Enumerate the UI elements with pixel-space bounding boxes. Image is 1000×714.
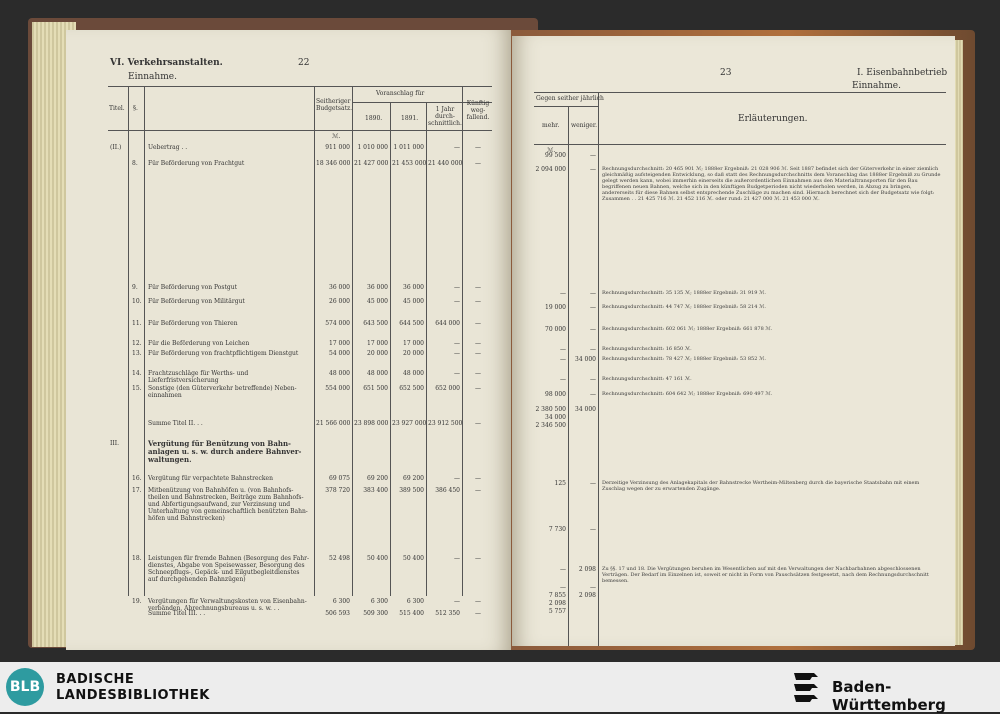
row-weniger: — (590, 391, 596, 398)
row-para: 9. (132, 284, 138, 291)
row-budget: 554 000 (325, 385, 350, 392)
row-mehr: 98 000 (545, 391, 566, 398)
row-weniger: 34 000 (575, 406, 596, 413)
row-weniger: 2 098 (578, 592, 596, 599)
row-budget: 54 000 (329, 350, 350, 357)
row-mehr: 99 500 (545, 152, 566, 159)
row-1890: 651 500 (363, 385, 388, 392)
page-number-right: 23 (720, 68, 732, 78)
row-future: — (475, 144, 481, 151)
row-para: 19. (132, 598, 142, 605)
row-1891: 50 400 (403, 555, 424, 562)
blb-name-line2: LANDESBIBLIOTHEK (56, 688, 210, 703)
row-mehr: — (560, 290, 566, 297)
header-weniger: weniger. (571, 122, 597, 129)
row-budget: 911 000 (325, 144, 350, 151)
row-text: Für Beförderung von Militärgut (148, 298, 245, 305)
header-erlaeuterungen: Erläuterungen. (738, 114, 808, 124)
row-future: — (475, 160, 481, 167)
row-mehr: 2 380 500 (535, 406, 566, 413)
row-weniger: — (590, 526, 596, 533)
blb-name-line1: BADISCHE (56, 672, 135, 687)
row-text: Sonstige (den Güterverkehr betreffende) Neben- einnahmen (148, 385, 297, 399)
row-mehr: 2 098 (548, 600, 566, 607)
row-para: 18. (132, 555, 142, 562)
row-1891: 45 000 (403, 298, 424, 305)
row-explanation: Rechnungsdurchschnitt: 78 427 ℳ; 1888er Ergebniß: 53 852 ℳ. (602, 356, 766, 362)
row-1891: 652 500 (399, 385, 424, 392)
row-explanation: Rechnungsdurchschnitt: 604 642 ℳ; 1888er Ergebniß: 690 497 ℳ. (602, 391, 773, 397)
right-page (512, 36, 955, 646)
row-1890: 50 400 (367, 555, 388, 562)
row-text: Für Beförderung von Postgut (148, 284, 237, 291)
row-1890: 643 500 (363, 320, 388, 327)
row-text: Frachtzuschläge für Werths- und Lieferfristversicherung (148, 370, 249, 384)
row-para: 16. (132, 475, 142, 482)
row-1891: 17 000 (403, 340, 424, 347)
row-1891: 20 000 (403, 350, 424, 357)
row-weniger: — (590, 326, 596, 333)
row-weniger: — (590, 152, 596, 159)
row-explanation: Rechnungsdurchschnitt: 20 465 901 ℳ; 1888er Ergebniß: 21 028 906 ℳ. Seit 1887 befindet sich der Güterverkehr in einer ziemlich gleichmäßig aufsteigenden Entwicklung, so daß statt des Rechnungsdurchschnitts dem Voranschlag das 1888er Ergebniß zu Grunde gelegt werden kann, wobei immerhin einerseits die außerordentlichen Einnahmen aus den Materialtransporten für den Bau begriffenen neuen Bahnen, welche sich in den künftigen Budgetperioden nicht wiederholen werden, in Abzug zu bringen, andererseits für diese Bahnen selbst entsprechende Zuschläge zu machen sind. Hiernach berechnet sich der Budgetsatz wie folgt: Zusammen . . 21 425 716 ℳ. 21 452 116 ℳ. oder rund: 21 427 000 ℳ. 21 453 000 ℳ. (602, 166, 941, 202)
row-explanation: Zu §§. 17 und 18. Die Vergütungen beruhen im Wesentlichen auf mit den Verwaltungen der Nachbarbahnen abgeschlossenen Verträgen. Der Bedarf im Einzelnen ist, soweit er nicht in Form von Pauschsätzen festgesetzt, nach dem Rechnungsdurchschnitt bemessen. (602, 566, 929, 584)
bw-name[interactable]: Baden-Württemberg (832, 678, 946, 714)
row-avg: — (454, 475, 460, 482)
row-text: Leistungen für fremde Bahnen (Besorgung des Fahr- dienstes, Abgabe von Speisewasser, Besorgung des Schneepflugs-, Gepäck- und Eilgutbegleitdienstes auf durchgehenden Bahnzügen) (148, 555, 310, 583)
row-mehr: 34 000 (545, 414, 566, 421)
row-future: — (475, 340, 481, 347)
row-weniger: — (590, 166, 596, 173)
header-1891: 1891. (401, 115, 419, 122)
row-explanation: Rechnungsdurchschnitt: 47 161 ℳ. (602, 376, 692, 382)
section-title-right: I. Eisenbahnbetrieb (857, 68, 948, 78)
row-mehr: 2 094 000 (535, 166, 566, 173)
row-explanation: Rechnungsdurchschnitt: 16 850 ℳ. (602, 346, 692, 352)
row-future: — (475, 555, 481, 562)
row-text: Für die Beförderung von Leichen (148, 340, 250, 347)
row-mehr: 19 000 (545, 304, 566, 311)
subsection-title-right: Einnahme. (852, 81, 901, 91)
row-future: — (475, 370, 481, 377)
row-budget: 36 000 (329, 284, 350, 291)
row-para: 17. (132, 487, 142, 494)
row-future: — (475, 298, 481, 305)
row-mehr: — (560, 376, 566, 383)
row-1891: 6 300 (406, 598, 424, 605)
header-mehr: mehr. (542, 122, 560, 129)
row-1890: 69 200 (367, 475, 388, 482)
row-future: — (475, 284, 481, 291)
row-avg: — (454, 340, 460, 347)
row-budget: 26 000 (329, 298, 350, 305)
row-budget: 52 498 (329, 555, 350, 562)
row-para: 11. (132, 320, 142, 327)
row-explanation: Rechnungsdurchschnitt: 44 747 ℳ; 1888er Ergebniß: 58 214 ℳ. (602, 304, 766, 310)
row-mehr: 70 000 (545, 326, 566, 333)
header-voranschlag: Voranschlag für (376, 90, 425, 97)
row-weniger: — (590, 480, 596, 487)
row-para: 10. (132, 298, 142, 305)
row-1891: 36 000 (403, 284, 424, 291)
row-weniger: 34 000 (575, 356, 596, 363)
row-1890: 20 000 (367, 350, 388, 357)
row-avg: 652 000 (435, 385, 460, 392)
row-budget: 506 593 (325, 610, 350, 617)
header-para: §. (133, 105, 138, 112)
row-1891: 48 000 (403, 370, 424, 377)
unit-label-right: ℳ. (547, 147, 556, 154)
row-future: — (475, 598, 481, 605)
footer-bar (0, 662, 1000, 712)
row-1891: 389 500 (399, 487, 424, 494)
row-mehr: — (560, 566, 566, 573)
row-budget: 6 300 (332, 598, 350, 605)
row-weniger: — (590, 346, 596, 353)
row-para: 12. (132, 340, 142, 347)
row-future: — (475, 475, 481, 482)
row-future: — (475, 420, 481, 427)
blb-name[interactable] (56, 672, 210, 704)
row-text: Uebertrag . . (148, 144, 188, 151)
header-1890: 1890. (365, 115, 383, 122)
row-explanation: Derzeitige Verzinsung des Anlagekapitals der Bahnstrecke Wertheim-Miltenberg durch die bayerische Staatsbahn mit einem Zuschlag wegen der zu erwartenden Zugänge. (602, 480, 920, 492)
header-budget: Seitheriger Budgetsatz. (316, 98, 353, 112)
row-1891: 515 400 (399, 610, 424, 617)
row-avg: — (454, 555, 460, 562)
row-1891: 21 453 000 (392, 160, 427, 167)
row-titel: (II.) (110, 144, 122, 151)
row-budget: 69 075 (329, 475, 350, 482)
row-future: — (475, 610, 481, 617)
header-kuenftig: Künftig weg- fallend. (466, 100, 490, 121)
row-1890: 36 000 (367, 284, 388, 291)
row-1890: 1 010 000 (357, 144, 388, 151)
row-1891: 23 927 000 (392, 420, 427, 427)
row-mehr: 7 730 (548, 526, 566, 533)
row-1891: 644 500 (399, 320, 424, 327)
row-budget: 574 000 (325, 320, 350, 327)
row-text: Für Beförderung von Frachtgut (148, 160, 245, 167)
header-titel: Titel. (109, 105, 125, 112)
row-text: Für Beförderung von Thieren (148, 320, 238, 327)
row-mehr: 7 855 (548, 592, 566, 599)
row-budget: 21 566 000 (316, 420, 351, 427)
row-mehr: 125 (554, 480, 566, 487)
row-avg: — (454, 144, 460, 151)
row-weniger: — (590, 584, 596, 591)
row-mehr: 2 346 500 (535, 422, 566, 429)
row-1891: 1 011 000 (393, 144, 424, 151)
row-1890: 6 300 (370, 598, 388, 605)
row-mehr: — (560, 356, 566, 363)
row-text: Summe Titel III. . . (148, 610, 206, 617)
row-avg: 386 450 (435, 487, 460, 494)
row-avg: 23 912 500 (428, 420, 463, 427)
row-1890: 383 400 (363, 487, 388, 494)
row-text: Summe Titel II. . . (148, 420, 203, 427)
blb-logo-icon[interactable]: BLB (6, 668, 44, 706)
row-future: — (475, 487, 481, 494)
row-weniger: — (590, 290, 596, 297)
row-weniger: — (590, 376, 596, 383)
row-text: Vergütung für verpachtete Bahnstrecken (148, 475, 273, 482)
row-para: 13. (132, 350, 142, 357)
row-explanation: Rechnungsdurchschnitt: 35 135 ℳ; 1888er Ergebniß: 31 919 ℳ. (602, 290, 766, 296)
subsection-title: Einnahme. (128, 72, 177, 82)
row-1890: 21 427 000 (354, 160, 389, 167)
row-budget: 378 720 (325, 487, 350, 494)
row-budget: 17 000 (329, 340, 350, 347)
row-budget: 48 000 (329, 370, 350, 377)
row-1890: 17 000 (367, 340, 388, 347)
row-mehr: — (560, 584, 566, 591)
row-avg: 644 000 (435, 320, 460, 327)
row-mehr: 5 757 (548, 608, 566, 615)
bw-lions-icon (790, 667, 822, 707)
row-future: — (475, 350, 481, 357)
row-text: Für Beförderung von frachtpflichtigem Dienstgut (148, 350, 299, 357)
row-avg: — (454, 370, 460, 377)
row-1890: 23 898 000 (354, 420, 389, 427)
row-titel: III. (110, 440, 120, 447)
row-1890: 48 000 (367, 370, 388, 377)
left-page (66, 30, 511, 650)
unit-label: ℳ. (332, 133, 341, 140)
row-avg: 21 440 000 (428, 160, 463, 167)
row-1891: 69 200 (403, 475, 424, 482)
row-text: Mitbenützung von Bahnhöfen u. (von Bahnhofs- theilen und Bahnstrecken, Beiträge zum Bahnhofs- und Abfertigungsaufwand, zur Verzinsung und Unterhaltung von gemeinschaftlich benützten Bahn- höfen und Bahnstrecken) (148, 487, 308, 522)
row-avg: — (454, 298, 460, 305)
row-text: Vergütung für Benützung von Bahn- anlagen u. s. w. durch andere Bahnver- waltungen. (148, 439, 302, 464)
row-mehr: — (560, 346, 566, 353)
row-avg: — (454, 350, 460, 357)
section-title: VI. Verkehrsanstalten. (110, 58, 223, 68)
header-gegen: Gegen seither jährlich (536, 95, 604, 102)
row-avg: — (454, 284, 460, 291)
row-para: 8. (132, 160, 138, 167)
row-1890: 45 000 (367, 298, 388, 305)
row-1890: 509 300 (363, 610, 388, 617)
row-future: — (475, 320, 481, 327)
row-avg: — (454, 598, 460, 605)
row-weniger: — (590, 304, 596, 311)
row-budget: 18 346 000 (316, 160, 351, 167)
row-para: 15. (132, 385, 142, 392)
row-future: — (475, 385, 481, 392)
row-explanation: Rechnungsdurchschnitt: 602 061 ℳ; 1888er Ergebniß: 661 878 ℳ. (602, 326, 773, 332)
row-text: Vergütungen für Verwaltungskosten von Eisenbahn- verbänden, Abrechnungsbureaus u. s. w. . . (148, 598, 307, 612)
row-para: 14. (132, 370, 142, 377)
row-weniger: 2 098 (578, 566, 596, 573)
row-avg: 512 350 (435, 610, 460, 617)
header-durchschnitt: 1 Jahr durch- schnittlich. (428, 106, 462, 127)
page-number: 22 (298, 58, 310, 68)
